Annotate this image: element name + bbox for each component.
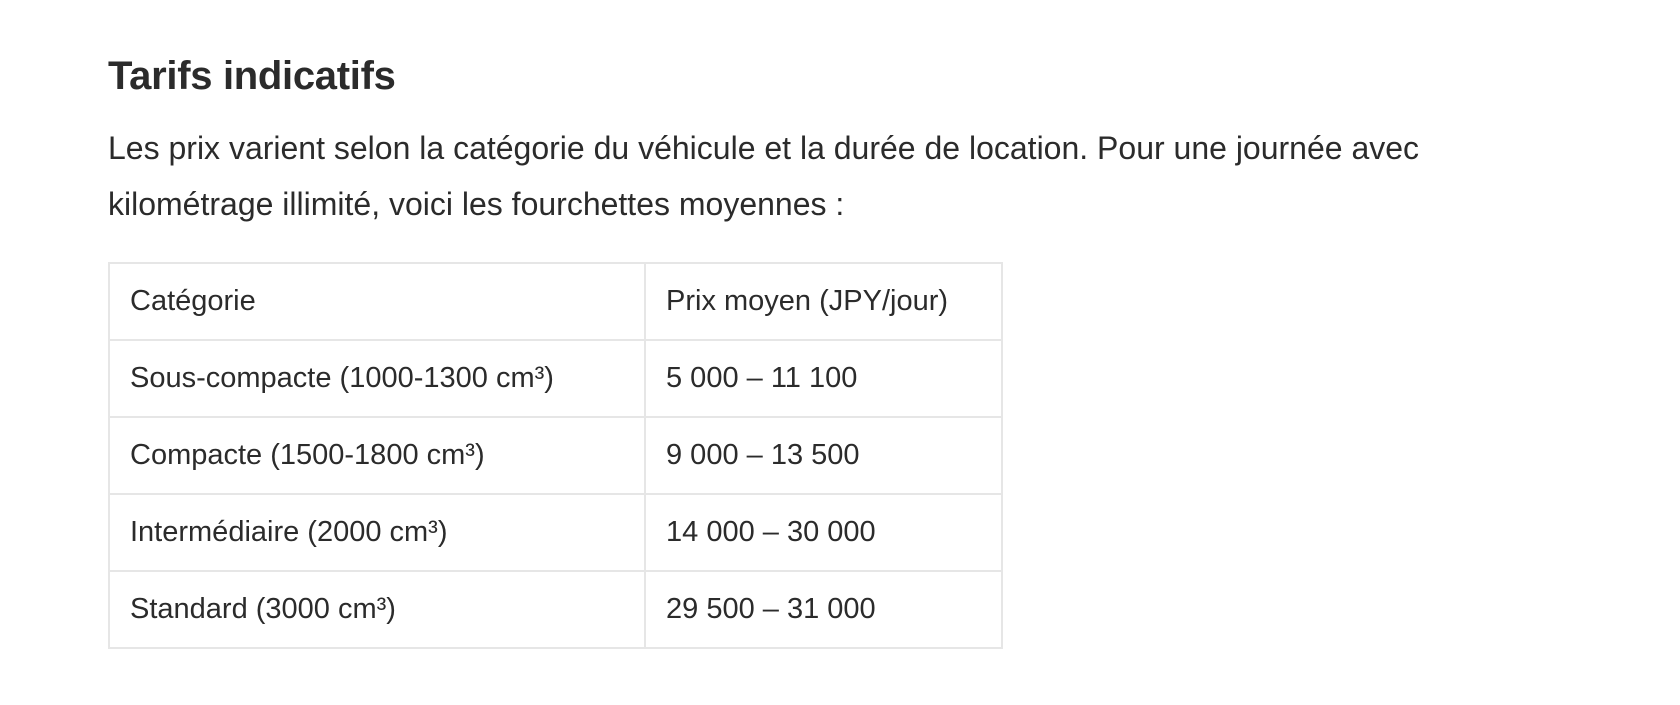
intro-paragraph xyxy=(108,120,1648,232)
price-cell: 29 500 – 31 000 xyxy=(645,571,1002,648)
price-table xyxy=(108,262,1003,649)
category-cell: Sous-compacte (1000-1300 cm³) xyxy=(109,340,645,417)
table-row xyxy=(109,571,1002,648)
category-cell: Intermédiaire (2000 cm³) xyxy=(109,494,645,571)
table-header-row xyxy=(109,263,1002,340)
table-row xyxy=(109,417,1002,494)
price-cell: 9 000 – 13 500 xyxy=(645,417,1002,494)
table-row xyxy=(109,494,1002,571)
section-title: Tarifs indicatifs xyxy=(108,54,396,98)
category-cell: Standard (3000 cm³) xyxy=(109,571,645,648)
article-content xyxy=(108,0,1648,649)
price-cell: 5 000 – 11 100 xyxy=(645,340,1002,417)
price-cell: 14 000 – 30 000 xyxy=(645,494,1002,571)
header-price: Prix moyen (JPY/jour) xyxy=(645,263,1002,340)
table-row xyxy=(109,340,1002,417)
header-category: Catégorie xyxy=(109,263,645,340)
intro-line-2: kilométrage illimité, voici les fourchettes moyennes : xyxy=(108,186,845,222)
intro-line-1: Les prix varient selon la catégorie du véhicule et la durée de location. Pour une journée avec xyxy=(108,130,1420,166)
category-cell: Compacte (1500-1800 cm³) xyxy=(109,417,645,494)
